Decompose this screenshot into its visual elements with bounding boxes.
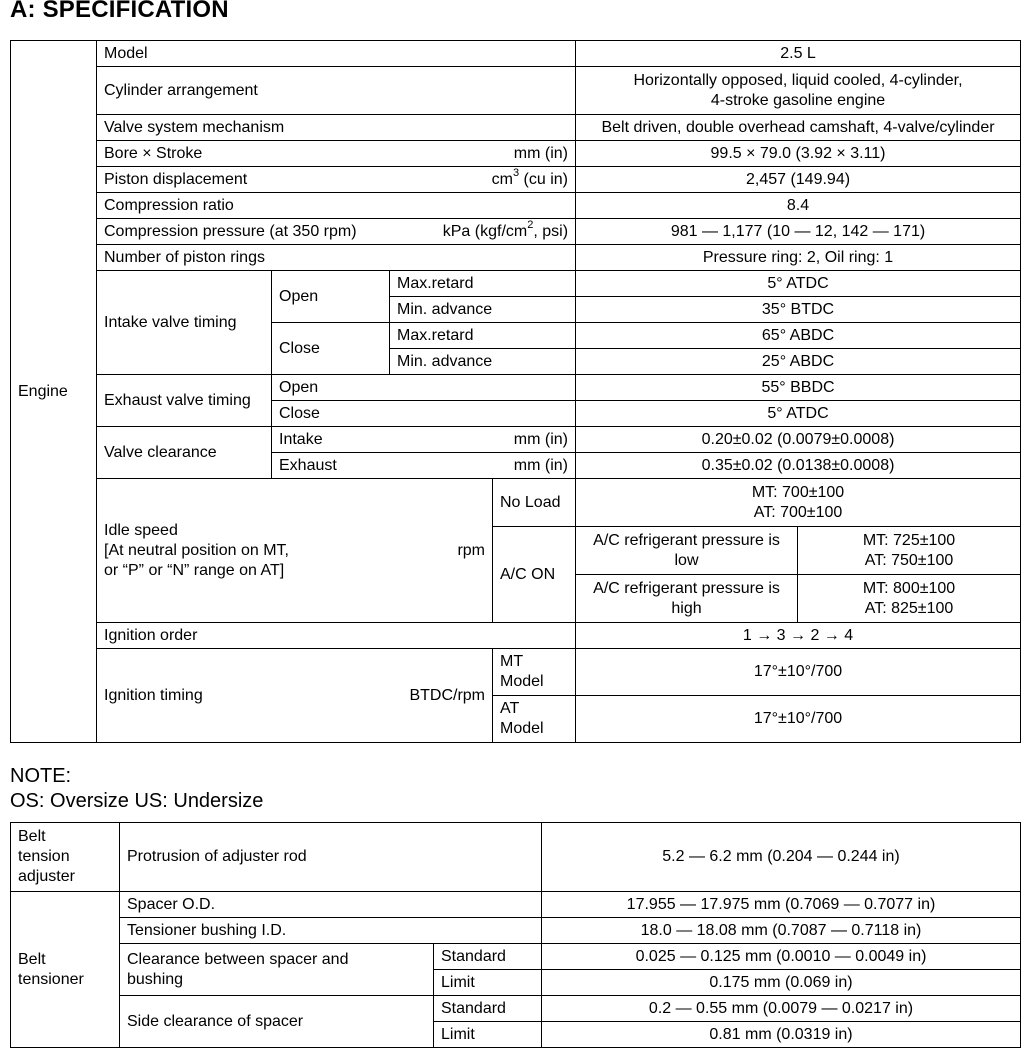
valve-system-label: Valve system mechanism [97,115,576,141]
intake-timing-label: Intake valve timing [97,271,272,375]
cylinder-label: Cylinder arrangement [97,67,576,115]
bushing-id-label: Tensioner bushing I.D. [120,918,542,944]
idle-ac-high-mt: MT: 800±100 [862,579,956,597]
ignition-timing-label-cell [97,649,493,743]
intake-close-label: Close [272,323,390,375]
clearance-limit-label: Limit [434,970,542,996]
adjuster-rod-label: Protrusion of adjuster rod [120,823,542,892]
exhaust-close-value: 5° ATDC [576,401,1021,427]
idle-ac-high-at: AT: 825±100 [864,599,954,617]
ignition-timing-unit: BTDC/rpm [409,686,485,704]
ignition-order-label: Ignition order [97,623,576,649]
valve-clearance-intake-cell [272,427,576,453]
piston-rings-label: Number of piston rings [97,245,576,271]
idle-ac-low-at: AT: 750±100 [864,551,954,569]
page-title: A: SPECIFICATION [10,0,229,23]
clearance-std-label: Standard [434,944,542,970]
idle-ac-on-label: A/C ON [493,527,576,623]
intake-open-max-label: Max.retard [390,271,576,297]
intake-close-max-value: 65° ABDC [576,323,1021,349]
idle-no-load-at: AT: 700±100 [753,503,843,521]
model-value: 2.5 L [576,41,1021,67]
cylinder-value [576,67,1021,115]
idle-speed-label-cell [97,479,493,623]
adjuster-rod-value: 5.2 — 6.2 mm (0.204 — 0.244 in) [542,823,1021,892]
cylinder-value-line2: 4-stroke gasoline engine [710,91,886,109]
idle-no-load-label: No Load [493,479,576,527]
clearance-std-value: 0.025 — 0.125 mm (0.0010 — 0.0049 in) [542,944,1021,970]
idle-speed-unit: rpm [457,541,485,559]
valve-clearance-exhaust-value: 0.35±0.02 (0.0138±0.0008) [576,453,1021,479]
intake-open-min-value: 35° BTDC [576,297,1021,323]
bore-stroke-value: 99.5 × 79.0 (3.92 × 3.11) [576,141,1021,167]
intake-open-label: Open [272,271,390,323]
piston-disp-unit: $cm^3$ (cu in) [491,167,569,188]
side-clearance-limit-label: Limit [434,1022,542,1048]
bore-stroke-label-cell [97,141,576,167]
intake-close-max-label: Max.retard [390,323,576,349]
spacer-od-label: Spacer O.D. [120,892,542,918]
compression-pressure-value: 981 — 1,177 (10 — 12, 142 — 171) [576,219,1021,245]
compression-ratio-value: 8.4 [576,193,1021,219]
ignition-at-value: 17°±10°/700 [576,696,1021,743]
belt-tensioner-group-cell: Belt tensioner [11,892,120,1048]
idle-ac-low-value [798,527,1021,575]
exhaust-open-label: Open [272,375,576,401]
bore-stroke-label: Bore × Stroke [104,144,203,162]
valve-clearance-exhaust-unit: mm (in) [513,456,569,474]
belt-spec-table [10,822,1021,1048]
clearance-limit-value: 0.175 mm (0.069 in) [542,970,1021,996]
exhaust-open-value: 55° BBDC [576,375,1021,401]
piston-disp-label-cell [97,167,576,193]
piston-disp-value: 2,457 (149.94) [576,167,1021,193]
intake-open-min-label: Min. advance [390,297,576,323]
bore-stroke-unit: mm (in) [513,144,569,162]
compression-pressure-label-cell [97,219,576,245]
idle-ac-high-label: A/C refrigerant pressure is high [576,575,798,623]
side-clearance-std-value: 0.2 — 0.55 mm (0.0079 — 0.0217 in) [542,996,1021,1022]
note-text: OS: Oversize US: Undersize [10,790,264,812]
engine-spec-table [10,40,1021,743]
ignition-mt-value: 17°±10°/700 [576,649,1021,696]
valve-clearance-exhaust-label: Exhaust [279,456,337,474]
intake-open-max-value: 5° ATDC [576,271,1021,297]
valve-clearance-exhaust-cell [272,453,576,479]
ignition-timing-label: Ignition timing [104,686,203,704]
model-label: Model [97,41,576,67]
idle-no-load-mt: MT: 700±100 [751,483,845,501]
ignition-mt-model-label: MT Model [493,649,576,696]
intake-close-min-value: 25° ABDC [576,349,1021,375]
side-clearance-std-label: Standard [434,996,542,1022]
exhaust-close-label: Close [272,401,576,427]
valve-clearance-intake-unit: mm (in) [513,430,569,448]
note-heading: NOTE: [10,765,72,787]
bushing-id-value: 18.0 — 18.08 mm (0.7087 — 0.7118 in) [542,918,1021,944]
compression-pressure-label: Compression pressure (at 350 rpm) [104,222,357,240]
piston-rings-value: Pressure ring: 2, Oil ring: 1 [576,245,1021,271]
idle-ac-high-value [798,575,1021,623]
cylinder-value-line1: Horizontally opposed, liquid cooled, 4-cylinder, [633,71,963,89]
valve-system-value: Belt driven, double overhead camshaft, 4-valve/cylinder [576,115,1021,141]
engine-group-cell: Engine [11,41,97,743]
idle-ac-low-mt: MT: 725±100 [862,531,956,549]
exhaust-timing-label: Exhaust valve timing [97,375,272,427]
valve-clearance-intake-value: 0.20±0.02 (0.0079±0.0008) [576,427,1021,453]
valve-clearance-intake-label: Intake [279,430,323,448]
side-clearance-label: Side clearance of spacer [120,996,434,1048]
spacer-od-value: 17.955 — 17.975 mm (0.7069 — 0.7077 in) [542,892,1021,918]
ignition-at-model-label: AT Model [493,696,576,743]
idle-speed-line1: Idle speed [104,521,178,539]
idle-speed-line3: or “P” or “N” range on AT] [104,561,285,579]
note-block [10,764,263,814]
belt-adjuster-group-cell: Belt tension adjuster [11,823,120,892]
idle-no-load-value [576,479,1021,527]
side-clearance-limit-value: 0.81 mm (0.0319 in) [542,1022,1021,1048]
ignition-order-value: 1 → 3 → 2 → 4 [576,623,1021,649]
valve-clearance-label: Valve clearance [97,427,272,479]
piston-disp-label: Piston displacement [104,170,248,188]
idle-ac-low-label: A/C refrigerant pressure is low [576,527,798,575]
compression-pressure-unit: kPa ($kgf/cm^2$, psi) [442,219,569,240]
compression-ratio-label: Compression ratio [97,193,576,219]
idle-speed-line2: [At neutral position on MT, [104,541,289,559]
clearance-label: Clearance between spacer and bushing [120,944,434,996]
intake-close-min-label: Min. advance [390,349,576,375]
